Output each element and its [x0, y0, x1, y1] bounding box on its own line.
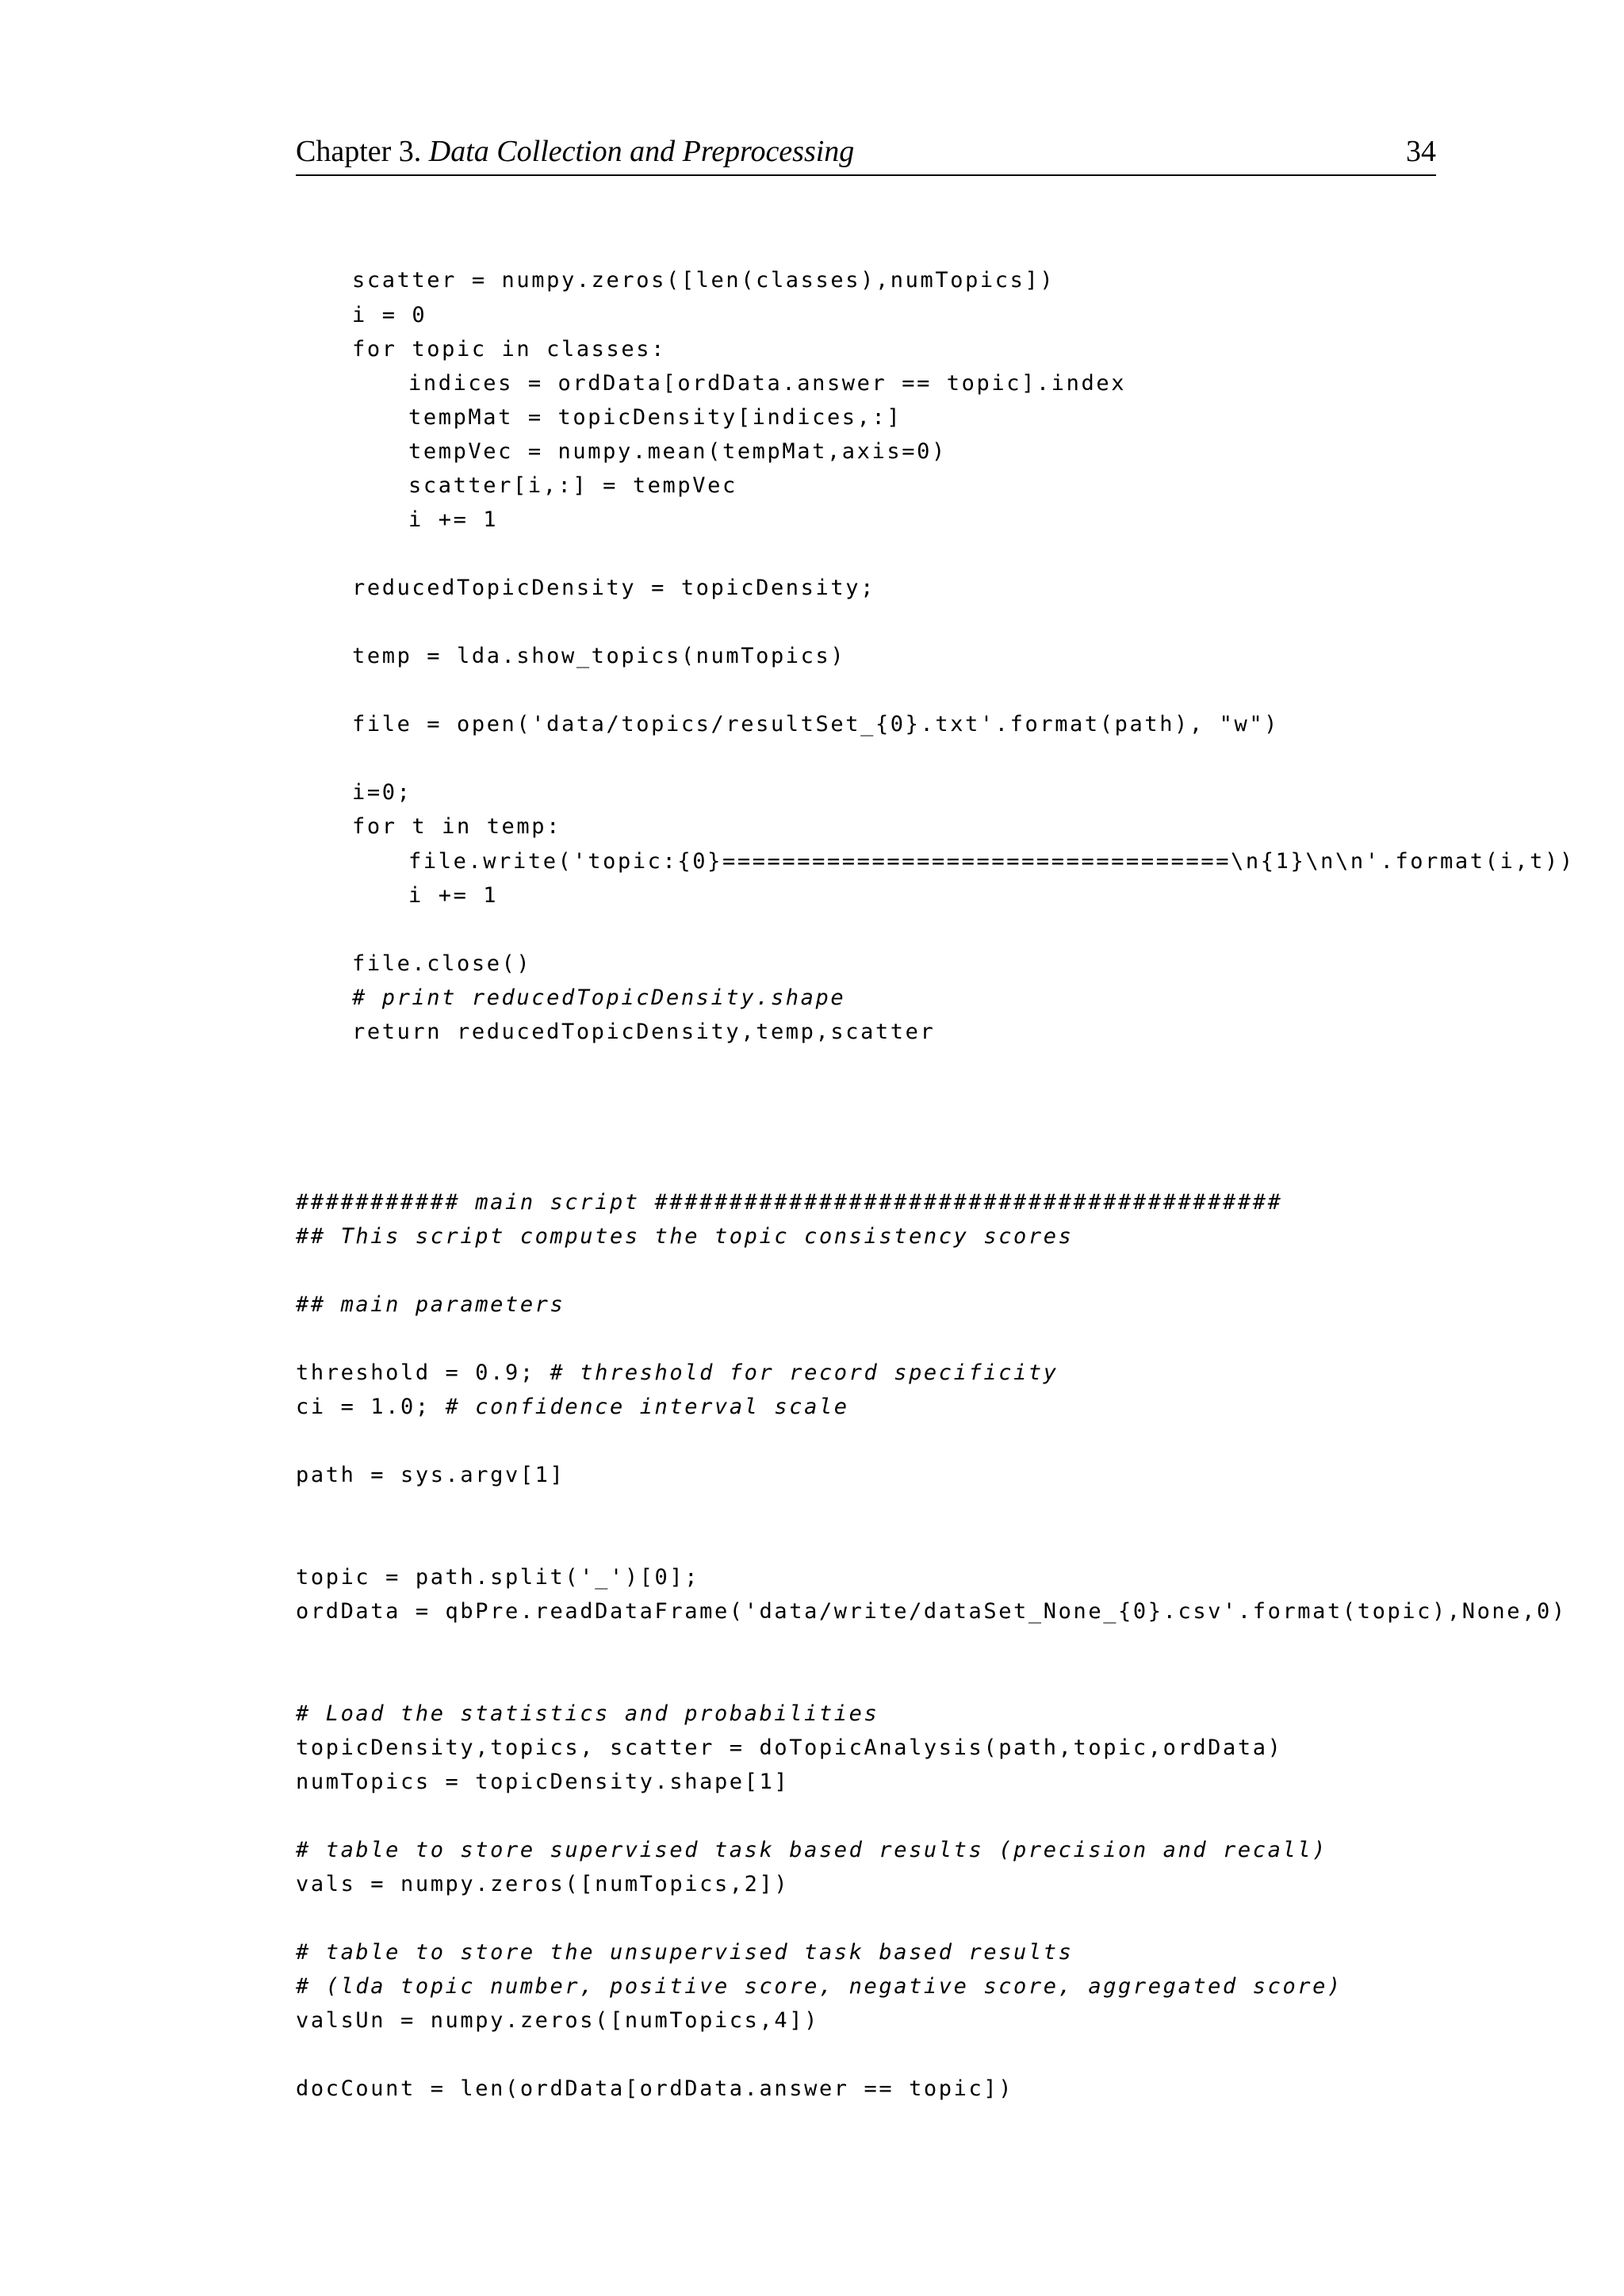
- code-text: indices = ordData[ordData.answer == topic].index: [408, 371, 1127, 396]
- running-header: [296, 133, 1436, 176]
- code-line: [296, 1223, 1073, 1250]
- code-line: [352, 1019, 935, 1046]
- code-line: [296, 1598, 1567, 1625]
- code-text: for topic in classes:: [352, 337, 666, 362]
- code-line: [352, 643, 845, 670]
- code-line: [352, 302, 427, 329]
- code-line: [352, 336, 666, 363]
- code-line: [296, 1292, 565, 1318]
- code-line: [352, 711, 1279, 738]
- code-line: [296, 1360, 1059, 1387]
- code-text: file = open('data/topics/resultSet_{0}.txt'.format(path), "w"): [352, 712, 1280, 737]
- code-line: [408, 507, 498, 534]
- code-text: reducedTopicDensity = topicDensity;: [352, 576, 875, 600]
- code-line: [296, 1939, 1073, 1966]
- code-text: # table to store supervised task based results (precision and recall): [296, 1838, 1328, 1862]
- code-line: [408, 473, 737, 499]
- code-text: i += 1: [408, 507, 499, 532]
- code-text: # Load the statistics and probabilities: [296, 1701, 879, 1726]
- code-text: topicDensity,topics, scatter = doTopicAnalysis(path,topic,ordData): [296, 1735, 1283, 1760]
- code-line: [296, 1394, 849, 1421]
- code-text: docCount = len(ordData[ordData.answer == topic]): [296, 2076, 1014, 2101]
- code-line: [296, 1462, 565, 1489]
- code-line: [408, 848, 1575, 875]
- code-text: path = sys.argv[1]: [296, 1463, 565, 1487]
- code-line: [296, 1189, 1282, 1216]
- code-text: scatter[i,:] = tempVec: [408, 473, 737, 498]
- code-line: [352, 813, 561, 840]
- page-number: 34: [1406, 135, 1436, 168]
- code-line: [296, 1871, 789, 1898]
- code-line: [296, 1701, 879, 1728]
- header-chapter: [296, 133, 854, 170]
- code-line: [352, 985, 845, 1012]
- code-text: i += 1: [408, 883, 499, 908]
- code-text: return reducedTopicDensity,temp,scatter: [352, 1020, 936, 1044]
- code-line: [352, 575, 875, 602]
- chapter-title: Data Collection and Preprocessing: [428, 135, 855, 168]
- code-text: # print reducedTopicDensity.shape: [352, 985, 846, 1010]
- code-text: for t in temp:: [352, 814, 561, 839]
- chapter-label: Chapter 3.: [296, 135, 422, 168]
- code-text: file.write('topic:{0}==================================\n{1}\n\n'.format(i,t)): [408, 849, 1575, 874]
- code-line: [408, 882, 498, 909]
- code-text: scatter = numpy.zeros([len(classes),numTopics]): [352, 268, 1055, 293]
- code-text: ordData = qbPre.readDataFrame('data/write/dataSet_None_{0}.csv'.format(topic),None,0): [296, 1599, 1567, 1624]
- code-line: [408, 404, 902, 431]
- code-line: [352, 951, 531, 978]
- code-comment: # confidence interval scale: [445, 1395, 849, 1419]
- code-text: vals = numpy.zeros([numTopics,2]): [296, 1872, 790, 1896]
- code-text: valsUn = numpy.zeros([numTopics,4]): [296, 2008, 819, 2033]
- code-comment: # threshold for record specificity: [550, 1360, 1059, 1385]
- code-text: i = 0: [352, 303, 427, 327]
- code-text: ########### main script ##########################################: [296, 1190, 1283, 1215]
- code-text: temp = lda.show_topics(numTopics): [352, 644, 846, 668]
- code-text: # (lda topic number, positive score, negative score, aggregated score): [296, 1974, 1342, 1999]
- code-text: tempMat = topicDensity[indices,:]: [408, 405, 902, 430]
- code-text: ## This script computes the topic consistency scores: [296, 1224, 1074, 1249]
- code-line: [408, 370, 1126, 397]
- code-line: [296, 1837, 1327, 1864]
- code-line: [352, 779, 412, 806]
- code-text: ci = 1.0;: [296, 1395, 446, 1419]
- code-text: topic = path.split('_')[0];: [296, 1565, 700, 1590]
- code-line: [408, 438, 947, 465]
- code-text: ## main parameters: [296, 1292, 565, 1317]
- code-line: [296, 2007, 819, 2034]
- code-text: i=0;: [352, 780, 412, 805]
- code-text: # table to store the unsupervised task based results: [296, 1940, 1074, 1965]
- code-text: threshold = 0.9;: [296, 1360, 550, 1385]
- code-line: [296, 1973, 1342, 2000]
- code-text: file.close(): [352, 951, 532, 976]
- code-text: tempVec = numpy.mean(tempMat,axis=0): [408, 439, 947, 464]
- code-line: [296, 1735, 1282, 1762]
- code-text: numTopics = topicDensity.shape[1]: [296, 1770, 790, 1794]
- code-line: [352, 267, 1055, 294]
- code-line: [296, 1564, 699, 1591]
- code-line: [296, 2076, 1013, 2103]
- code-line: [296, 1769, 789, 1796]
